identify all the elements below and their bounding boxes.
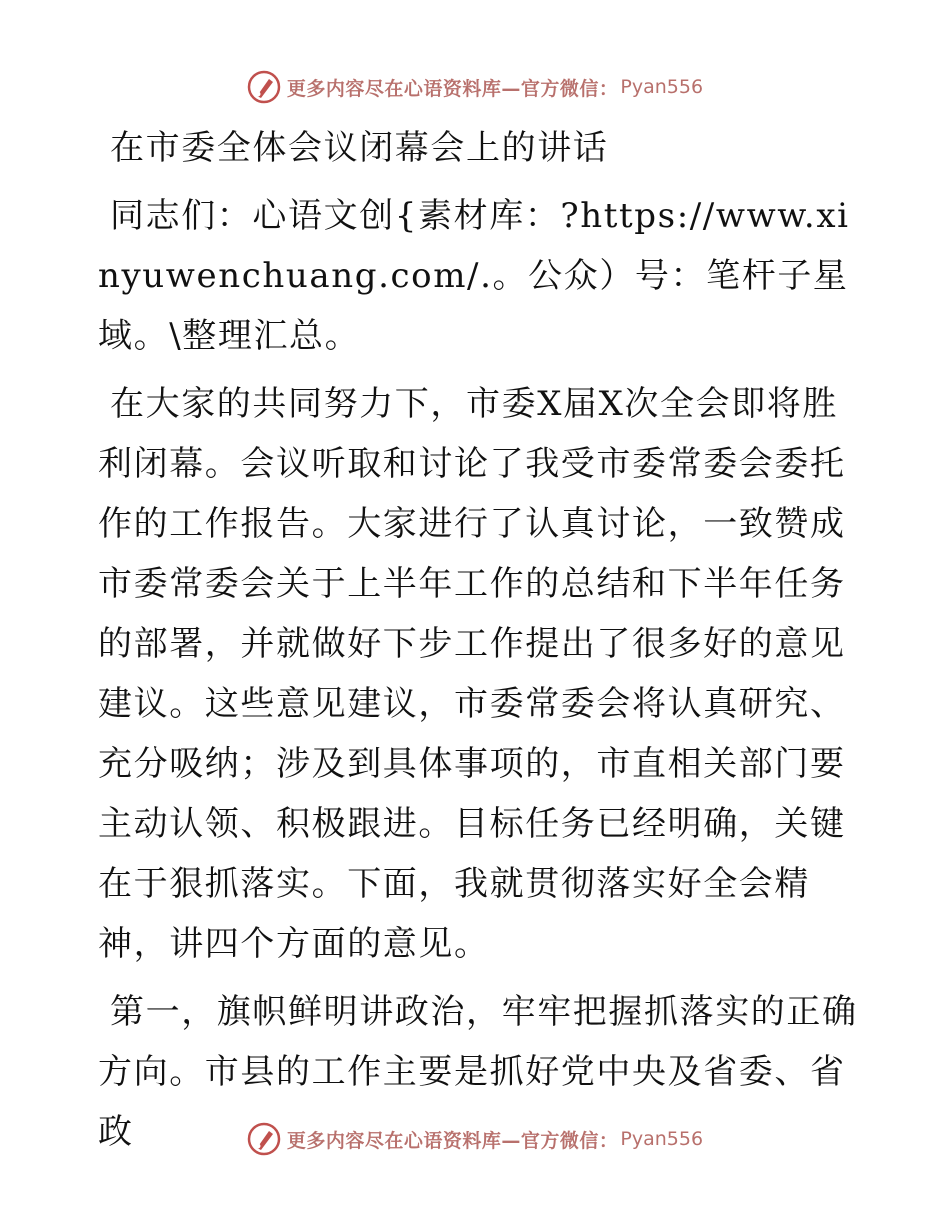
header-banner xyxy=(0,70,950,104)
paragraph-2: 在大家的共同努力下，市委X届X次全会即将胜利闭幕。会议听取和讨论了我受市委常委会委托作的工作报告。大家进行了认真讨论，一致赞成市委常委会关于上半年工作的总结和下半年任务的部署，并就做好下步工作提出了很多好的意见建议。这些意见建议，市委常委会将认真研究、充分吸纳；涉及到具体事项的，市直相关部门要主动认领、积极跟进。目标任务已经明确，关键在于狠抓落实。下面，我就贯彻落实好全会精神，讲四个方面的意见。 xyxy=(98,384,846,964)
banner-wechat-handle: Pyan556 xyxy=(620,76,704,98)
banner-text: 更多内容尽在心语资料库—官方微信： xyxy=(286,77,619,100)
footer-banner xyxy=(0,1122,950,1156)
document-body xyxy=(98,118,858,1162)
banner-wechat-handle: Pyan556 xyxy=(620,1128,704,1150)
paragraph-3: 第一，旗帜鲜明讲政治，牢牢把握抓落实的正确方向。市县的工作主要是抓好党中央及省委、省政 xyxy=(98,992,858,1152)
pen-nib-logo-icon xyxy=(247,1122,281,1156)
pen-nib-logo-icon xyxy=(247,70,281,104)
banner-text: 更多内容尽在心语资料库—官方微信： xyxy=(286,1129,619,1152)
paragraph-1: 同志们：心语文创{素材库：?https://www.xinyuwenchuang.com/.。公众）号：笔杆子星域。\整理汇总。 xyxy=(98,196,850,356)
document-title: 在市委全体会议闭幕会上的讲话 xyxy=(110,128,609,168)
